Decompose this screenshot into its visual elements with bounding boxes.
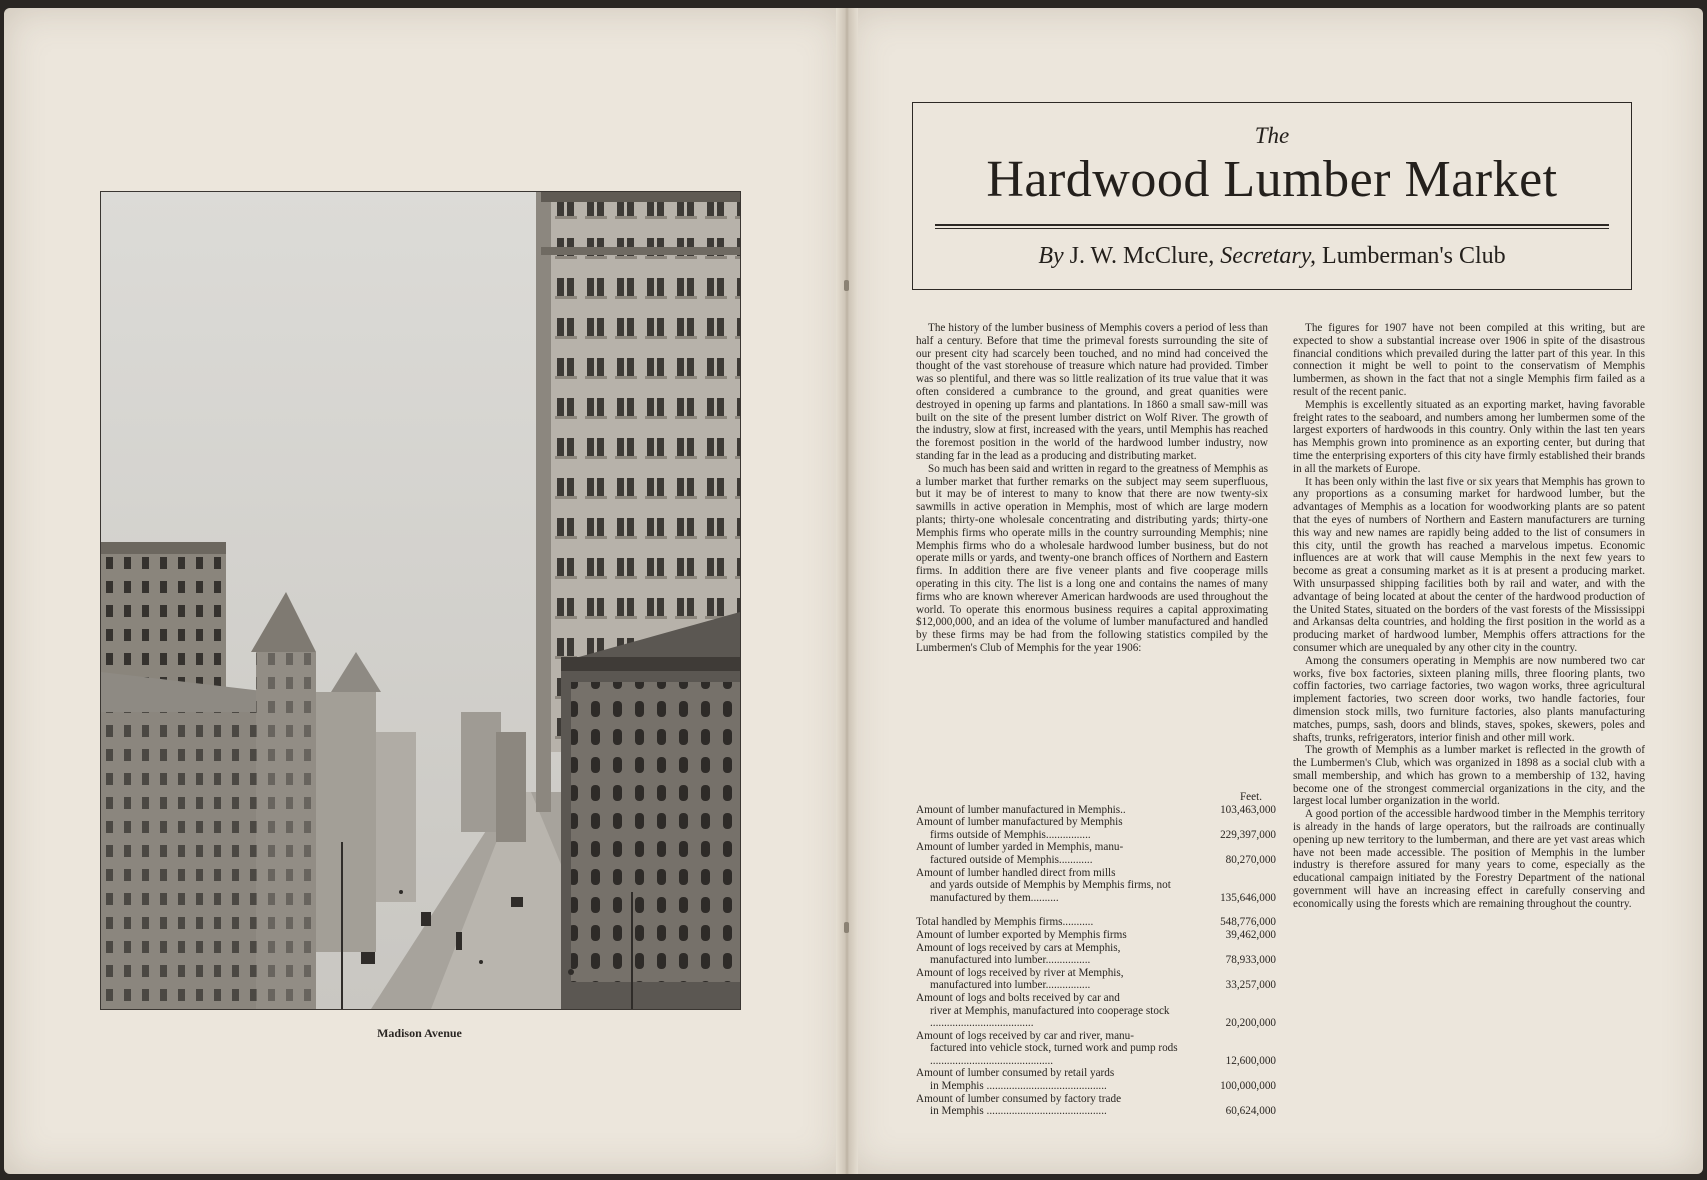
byline-by: By	[1038, 243, 1064, 269]
stats-sublabel: river at Memphis, manufactured into cooperage stock .....................................	[930, 1004, 1170, 1030]
stats-value: 135,646,000	[1220, 891, 1276, 904]
stats-value: 100,000,000	[1220, 1080, 1276, 1093]
stats-value: 80,270,000	[1225, 853, 1276, 866]
article-column-1	[916, 322, 1268, 655]
stats-total-label: Total handled by Memphis firms...........	[916, 916, 1094, 929]
stats-label: Amount of logs received by river at Memphis,	[916, 966, 1124, 979]
title-article: The	[1254, 123, 1290, 148]
stats-value: 20,200,000	[1225, 1017, 1276, 1030]
article-column-2	[1293, 322, 1645, 911]
stats-label: Amount of lumber manufactured by Memphis	[916, 816, 1123, 829]
stats-total-row	[916, 916, 1276, 929]
book-gutter	[836, 8, 858, 1174]
stats-sublabel: in Memphis ...........................................	[930, 1105, 1107, 1118]
stats-value: 60,624,000	[1225, 1105, 1276, 1118]
article-title: Hardwood Lumber Market	[986, 151, 1558, 208]
paragraph: It has been only within the last five or six years that Memphis has grown to any proportions as a consuming market for hardwood lumber, but the advantages of Memphis as a location for woodworking plants are so patent that the eyes of numbers of Northern and Eastern manufacturers are turning this way and new names are rapidly being added to the list of consumers in this city, until the growth has reached a marvelous impetus. Economic influences are at work that will cause Memphis in the next few years to become as great a consuming market as it is at present a producing market. With unsurpassed shipping facilities both by rail and water, and with the advantage of being located at about the center of the hardwood production of the United States, situated on the borders of the vast forests of the Mississippi and Arkansas delta countries, and holding the first position in the world as a producing market of hardwood lumber, Memphis offers attractions for the consumer which are unequaled by any other city in the country.	[1293, 475, 1645, 654]
lumber-statistics-table	[916, 791, 1276, 1118]
stats-row	[916, 1093, 1276, 1118]
stats-label: Amount of lumber manufactured in Memphis..	[916, 803, 1126, 816]
stats-sublabel: firms outside of Memphis................	[930, 828, 1091, 841]
paragraph: Memphis is excellently situated as an exporting market, having favorable freight rates to the seaboard, and numbers among her lumbermen some of the largest exporters of hardwoods in this country. Only within the last ten years has Memphis grown into prominence as an exporting center, but during that time the enterprising exporters of this city have firmly established their brands in all the markets of Europe.	[1293, 398, 1645, 475]
stats-label: Amount of lumber exported by Memphis firms	[916, 928, 1127, 941]
stats-sublabel: manufactured into lumber................	[930, 954, 1091, 967]
stats-sublabel: in Memphis ...........................................	[930, 1080, 1107, 1093]
byline-org: Lumberman's Club	[1322, 243, 1506, 269]
stats-value: 33,257,000	[1225, 979, 1276, 992]
stats-value: 78,933,000	[1225, 954, 1276, 967]
stats-row	[916, 967, 1276, 992]
stats-label: Amount of logs and bolts received by car and	[916, 991, 1120, 1004]
byline-author: J. W. McClure,	[1069, 243, 1215, 269]
stats-row	[916, 992, 1276, 1030]
stats-value: 229,397,000	[1220, 828, 1276, 841]
stats-label: Amount of logs received by car and river, manu-	[916, 1029, 1134, 1042]
stats-unit-header: Feet.	[1239, 791, 1262, 803]
street-photograph	[100, 191, 741, 1010]
stats-sublabel: manufactured into lumber................	[930, 979, 1091, 992]
staple	[844, 280, 849, 291]
photo-caption: Madison Avenue	[377, 1026, 462, 1040]
title-rule	[935, 224, 1609, 226]
stats-label: Amount of lumber consumed by retail yards	[916, 1067, 1115, 1080]
stats-label: Amount of lumber consumed by factory trade	[916, 1092, 1122, 1105]
staple	[844, 922, 849, 933]
paragraph: So much has been said and written in regard to the greatness of Memphis as a lumber market that further remarks on the subject may seem superfluous, but it may be of interest to many to know that there are now twenty-six sawmills in active operation in Memphis, most of which are large modern plants; thirty-one wholesale concentrating and distributing yards; thirty-one Memphis firms who operate mills in the country surrounding Memphis; nine Memphis firms who do a wholesale hardwood lumber business, but do not operate mills or yards, and twenty-one branch offices of Northern and Eastern firms. In addition there are five veneer plants and five cooperage mills operating in this city. The list is a long one and contains the names of many firms who are known wherever American hardwoods are used throughout the world. To operate this enormous business requires a capital approximating $12,000,000, and an idea of the volume of lumber manufactured and handled by these firms may be had from the following statistics compiled by the Lumbermen's Club of Memphis for the year 1906:	[916, 462, 1268, 654]
stats-label: Amount of lumber yarded in Memphis, manu-	[916, 841, 1124, 854]
stats-row	[916, 867, 1276, 905]
paragraph: The history of the lumber business of Memphis covers a period of less than half a century. Before that time the primeval forests surrounding the site of our present city had scarcely been touched, and no mind had conceived the thought of the vast storehouse of treasure which nature had provided. Timber was so plentiful, and there was so little realization of its true value that it was often considered a cumbrance to the ground, and great quanities were destroyed in opening up farms and plantations. In 1860 a small saw-mill was built on the site of the present lumber district on Wolf River. The growth of the industry, slow at first, increased with the years, until Memphis has reached the foremost position in the world of the hardwood lumber industry, now standing far in the lead as a producing and distributing market.	[916, 322, 1268, 462]
title-rule	[935, 228, 1609, 229]
paragraph: The figures for 1907 have not been compiled at this writing, but are expected to show a substantial increase over 1906 in spite of the disastrous financial conditions which prevailed during the latter part of this year. In this connection it might be well to point to the conservatism of Memphis lumbermen, as shown in the fact that not a single Memphis firm failed as a result of the recent panic.	[1293, 322, 1645, 398]
stats-label: Amount of logs received by cars at Memphis,	[916, 941, 1121, 954]
byline	[913, 243, 1631, 270]
stats-total-value: 548,776,000	[1220, 916, 1276, 929]
paragraph: The growth of Memphis as a lumber market is reflected in the growth of the Lumbermen's Club, which was organized in 1898 as a social club with a small membership, and which has grown to a membership of 132, having become one of the strongest commercial organizations in the city, and the largest local lumber organization in the world.	[1293, 744, 1645, 808]
paragraph: A good portion of the accessible hardwood timber in the Memphis territory is already in the hands of large operators, but the railroads are continually opening up new territory to the lumberman, and there are yet vast areas which have not been made accessible. The position of Memphis in the lumber industry is therefore assured for many years to come, especially as the educational campaign initiated by the Forestry Department of the national government will have an increasing effect in carefully conserving and economically using the forests which are remaining throughout the country.	[1293, 808, 1645, 910]
stats-row	[916, 841, 1276, 866]
title-box	[912, 102, 1632, 290]
stats-sublabel: factured into vehicle stock, turned work and pump rods ............................................	[930, 1042, 1178, 1067]
stats-row	[916, 1067, 1276, 1092]
stats-sublabel: and yards outside of Memphis by Memphis firms, not manufactured by them..........	[930, 879, 1171, 904]
stats-row	[916, 804, 1276, 817]
stats-value: 103,463,000	[1220, 803, 1276, 816]
stats-row	[916, 942, 1276, 967]
stats-row	[916, 1030, 1276, 1068]
stats-row	[916, 929, 1276, 942]
stats-label: Amount of lumber handled direct from mills	[916, 866, 1116, 879]
byline-role: Secretary,	[1220, 243, 1317, 269]
stats-row	[916, 816, 1276, 841]
stats-sublabel: factured outside of Memphis............	[930, 853, 1093, 866]
stats-value: 12,600,000	[1225, 1054, 1276, 1067]
stats-value: 39,462,000	[1225, 928, 1276, 941]
paragraph: Among the consumers operating in Memphis are now numbered two car works, five box factories, sixteen planing mills, three flooring plants, two coffin factories, two carriage factories, two wagon works, three agricultural implement factories, two screen door works, two handle factories, four dimension stock mills, two furniture factories, also plants manufacturing matches, pumps, sash, doors and blinds, staves, spokes, skewers, poles and shafts, trunks, refrigerators, interior finish and other mill work.	[1293, 654, 1645, 744]
